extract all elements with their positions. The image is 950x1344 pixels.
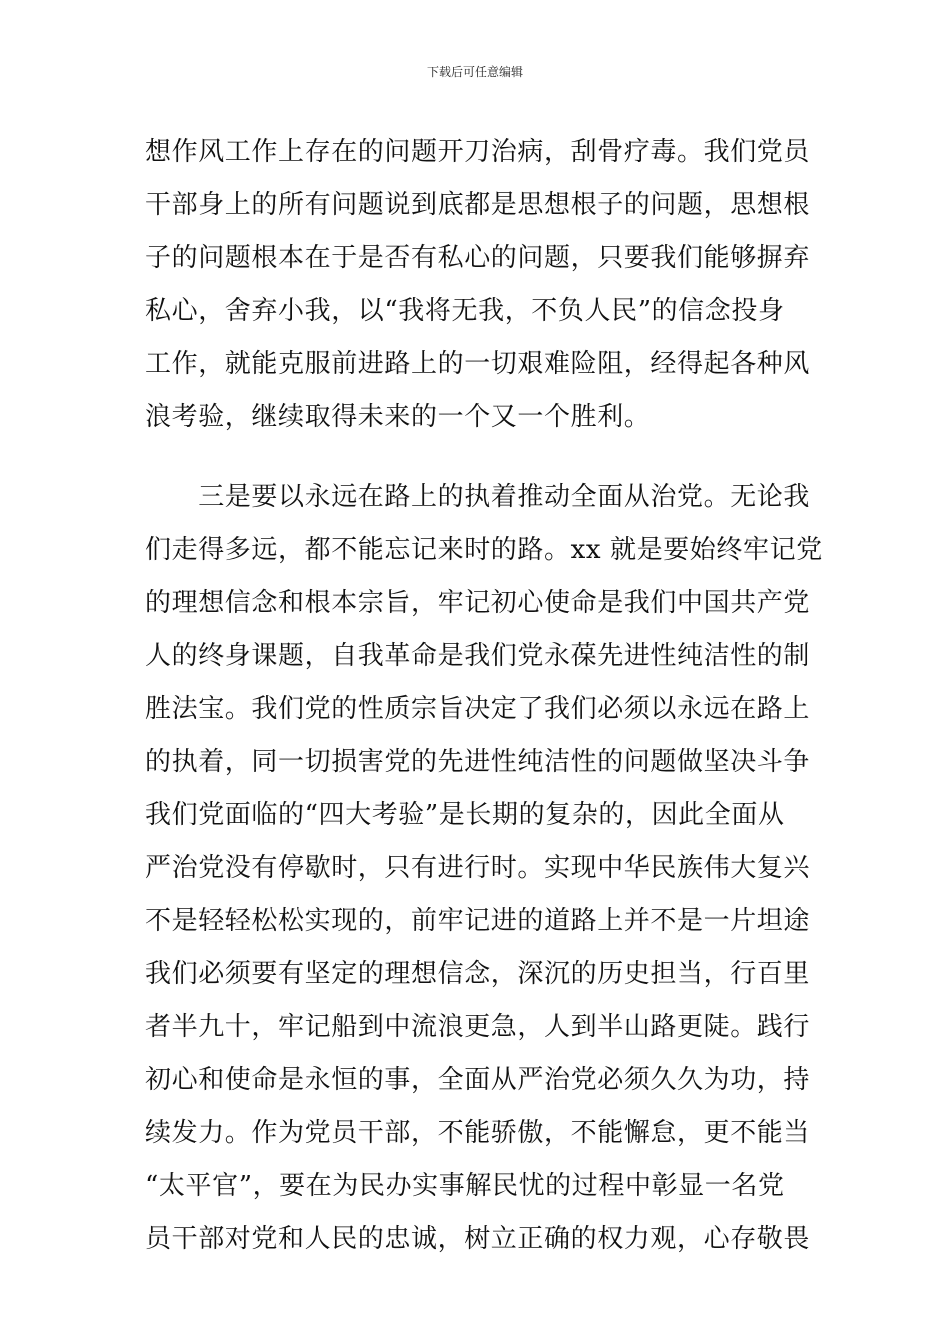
text-line: 的理想信念和根本宗旨，牢记初心使命是我们中国共产党	[145, 588, 811, 618]
text-line: 续发力。作为党员干部，不能骄傲，不能懈怠，更不能当	[145, 1118, 811, 1148]
paragraph-1	[145, 126, 815, 444]
text-line: 工作，就能克服前进路上的一切艰难险阻，经得起各种风	[145, 349, 811, 379]
text-line: 者半九十，牢记船到中流浪更急，人到半山路更陡。践行	[145, 1012, 811, 1042]
text-line: 我们必须要有坚定的理想信念，深沉的历史担当，行百里	[145, 959, 811, 989]
text-line: 胜法宝。我们党的性质宗旨决定了我们必须以永远在路上	[145, 694, 811, 724]
text-line: 初心和使命是永恒的事，全面从严治党必须久久为功，持	[145, 1065, 811, 1095]
text-line: 员干部对党和人民的忠诚，树立正确的权力观，心存敬畏	[145, 1224, 811, 1254]
page-header: 下载后可任意编辑	[426, 65, 523, 79]
text-line: 想作风工作上存在的问题开刀治病，刮骨疗毒。我们党员	[145, 137, 811, 167]
text-line: “太平官”，要在为民办实事解民忧的过程中彰显一名党	[145, 1171, 785, 1201]
text-line: 子的问题根本在于是否有私心的问题，只要我们能够摒弃	[145, 243, 811, 273]
paragraph-2	[145, 471, 823, 1266]
text-line: 人的终身课题，自我革命是我们党永葆先进性纯洁性的制	[145, 641, 811, 671]
text-line: 的执着，同一切损害党的先进性纯洁性的问题做坚决斗争	[145, 747, 811, 777]
text-line: 严治党没有停歇时，只有进行时。实现中华民族伟大复兴	[145, 853, 811, 883]
text-line: 浪考验，继续取得未来的一个又一个胜利。	[145, 402, 651, 432]
text-line: 们走得多远，都不能忘记来时的路。xx 就是要始终牢记党	[145, 535, 823, 565]
text-line: 私心，舍弃小我，以“我将无我，不负人民”的信念投身	[145, 296, 785, 326]
text-line: 三是要以永远在路上的执着推动全面从治党。无论我	[145, 482, 811, 512]
text-line: 干部身上的所有问题说到底都是思想根子的问题，思想根	[145, 190, 811, 220]
text-line: 不是轻轻松松实现的，前牢记进的道路上并不是一片坦途	[145, 906, 811, 936]
text-line: 我们党面临的“四大考验”是长期的复杂的，因此全面从	[145, 800, 785, 830]
